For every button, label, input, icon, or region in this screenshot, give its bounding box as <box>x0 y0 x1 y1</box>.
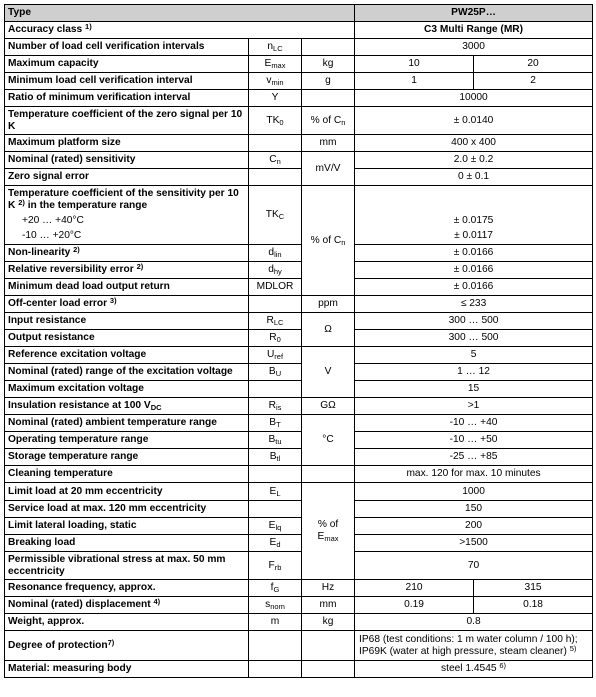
row-label: Nominal (rated) sensitivity <box>5 152 249 169</box>
value: 1 … 12 <box>355 364 593 381</box>
value-variant-2: 0.18 <box>474 597 593 614</box>
value: -10 … +40 <box>355 415 593 432</box>
unit: Ω <box>302 313 355 347</box>
symbol: $E_{lq}$ <box>249 518 302 535</box>
symbol <box>249 135 302 152</box>
row-protection <box>5 631 593 661</box>
unit: °C <box>302 415 355 466</box>
row-label: Reference excitation voltage <box>5 347 249 364</box>
symbol <box>249 466 302 483</box>
value-variant-1: 210 <box>355 580 474 597</box>
row-accuracy-class <box>5 22 593 39</box>
value: 200 <box>355 518 593 535</box>
symbol: $s_{nom}$ <box>249 597 302 614</box>
value: -25 … +85 <box>355 449 593 466</box>
symbol: m <box>249 614 302 631</box>
value: ± 0.0166 <box>355 279 593 296</box>
row-label: Nominal (rated) ambient temperature range <box>5 415 249 432</box>
value: 5 <box>355 347 593 364</box>
unit: V <box>302 347 355 398</box>
unit: % of $C_n$ <box>302 107 355 135</box>
value: 2.0 ± 0.2 <box>355 152 593 169</box>
value-variant-1: 1 <box>355 73 474 90</box>
symbol: $f_G$ <box>249 580 302 597</box>
protection-line-2: IP69K (water at high pressure, steam cleaner) $^{5)}$ <box>359 643 577 657</box>
row-non-linearity <box>5 245 593 262</box>
unit <box>302 466 355 483</box>
symbol: $TK_0$ <box>249 107 302 135</box>
row-off-center-error <box>5 296 593 313</box>
symbol: $TK_C$ <box>249 186 302 245</box>
row-label: Ratio of minimum verification interval <box>5 90 249 107</box>
row-breaking-load <box>5 535 593 552</box>
row-label: Temperature coefficient of the sensitivity per 10 K $^{2)}$ in the temperature range +20 … +40°C -10 … +20°C <box>5 186 249 245</box>
row-label: Nominal (rated) range of the excitation voltage <box>5 364 249 381</box>
value: -10 … +50 <box>355 432 593 449</box>
row-limit-load <box>5 483 593 501</box>
value-variant-2: 315 <box>474 580 593 597</box>
value: >1 <box>355 398 593 415</box>
unit: GΩ <box>302 398 355 415</box>
header-label: Type <box>5 5 355 22</box>
row-lateral-loading <box>5 518 593 535</box>
value: max. 120 for max. 10 minutes <box>355 466 593 483</box>
header-type-value: PW25P… <box>355 5 593 22</box>
row-displacement <box>5 597 593 614</box>
unit: ppm <box>302 296 355 313</box>
row-sensitivity <box>5 152 593 169</box>
row-output-resistance <box>5 330 593 347</box>
symbol: $E_L$ <box>249 483 302 501</box>
value: >1500 <box>355 535 593 552</box>
symbol <box>249 169 302 186</box>
symbol <box>249 631 302 661</box>
unit: mm <box>302 597 355 614</box>
row-input-resistance <box>5 313 593 330</box>
symbol: $d_{hy}$ <box>249 262 302 279</box>
value: 3000 <box>355 39 593 56</box>
row-label: Resonance frequency, approx. <box>5 580 249 597</box>
row-n-lc <box>5 39 593 56</box>
row-label: Degree of protection$^{7)}$ <box>5 631 249 661</box>
tkc-value-1: ± 0.0175 <box>453 215 494 226</box>
unit <box>302 661 355 678</box>
value-variant-1: 0.19 <box>355 597 474 614</box>
row-label: Limit load at 20 mm eccentricity <box>5 483 249 501</box>
row-label: Cleaning temperature <box>5 466 249 483</box>
unit: % of $C_n$ <box>302 186 355 296</box>
row-label: Service load at max. 120 mm eccentricity <box>5 501 249 518</box>
value: 0 ± 0.1 <box>355 169 593 186</box>
row-label: Accuracy class $^{1)}$ <box>5 22 355 39</box>
row-label: Non-linearity $^{2)}$ <box>5 245 249 262</box>
unit: kg <box>302 614 355 631</box>
value: ± 0.0166 <box>355 245 593 262</box>
symbol: $R_0$ <box>249 330 302 347</box>
row-zero-signal-error <box>5 169 593 186</box>
value: ± 0.0140 <box>355 107 593 135</box>
unit: kg <box>302 56 355 73</box>
symbol: Y <box>249 90 302 107</box>
symbol: $F_{rb}$ <box>249 552 302 580</box>
row-label: Operating temperature range <box>5 432 249 449</box>
unit: mV/V <box>302 152 355 186</box>
symbol: $E_d$ <box>249 535 302 552</box>
row-label: Weight, approx. <box>5 614 249 631</box>
value: ≤ 233 <box>355 296 593 313</box>
row-y-ratio <box>5 90 593 107</box>
symbol: $n_{LC}$ <box>249 39 302 56</box>
unit <box>302 631 355 661</box>
symbol <box>249 381 302 398</box>
value: 150 <box>355 501 593 518</box>
value: steel 1.4545 $^{6)}$ <box>355 661 593 678</box>
symbol: $C_n$ <box>249 152 302 169</box>
row-label: Number of load cell verification intervals <box>5 39 249 56</box>
row-material <box>5 661 593 678</box>
symbol <box>249 296 302 313</box>
header-row <box>5 5 593 22</box>
row-reference-excitation <box>5 347 593 364</box>
value: ± 0.0166 <box>355 262 593 279</box>
symbol: $E_{max}$ <box>249 56 302 73</box>
row-label: Relative reversibility error $^{2)}$ <box>5 262 249 279</box>
row-reversibility-error <box>5 262 593 279</box>
unit <box>302 90 355 107</box>
row-label: Maximum platform size <box>5 135 249 152</box>
unit: g <box>302 73 355 90</box>
row-weight <box>5 614 593 631</box>
symbol: $U_{ref}$ <box>249 347 302 364</box>
row-label: Limit lateral loading, static <box>5 518 249 535</box>
temp-range-2: -10 … +20°C <box>22 230 82 241</box>
symbol: $B_T$ <box>249 415 302 432</box>
symbol: $R_{LC}$ <box>249 313 302 330</box>
row-ambient-temperature <box>5 415 593 432</box>
row-label: Temperature coefficient of the zero signal per 10 K <box>5 107 249 135</box>
row-excitation-range <box>5 364 593 381</box>
value: 400 x 400 <box>355 135 593 152</box>
accuracy-class-value: C3 Multi Range (MR) <box>355 22 593 39</box>
temp-range-1: +20 … +40°C <box>22 215 84 226</box>
row-label: Off-center load error $^{3)}$ <box>5 296 249 313</box>
unit <box>302 39 355 56</box>
row-tkc <box>5 186 593 245</box>
row-service-load <box>5 501 593 518</box>
row-storage-temperature <box>5 449 593 466</box>
value-variant-2: 20 <box>474 56 593 73</box>
row-mdlor <box>5 279 593 296</box>
value <box>355 631 593 661</box>
row-label: Storage temperature range <box>5 449 249 466</box>
symbol: $B_U$ <box>249 364 302 381</box>
symbol: $d_{lin}$ <box>249 245 302 262</box>
row-insulation-resistance <box>5 398 593 415</box>
row-label: Breaking load <box>5 535 249 552</box>
value-variant-2: 2 <box>474 73 593 90</box>
row-label: Maximum excitation voltage <box>5 381 249 398</box>
unit: Hz <box>302 580 355 597</box>
row-cleaning-temperature <box>5 466 593 483</box>
row-label: Output resistance <box>5 330 249 347</box>
row-label: Zero signal error <box>5 169 249 186</box>
row-max-excitation <box>5 381 593 398</box>
value: 10000 <box>355 90 593 107</box>
symbol: $B_{tu}$ <box>249 432 302 449</box>
row-label: Insulation resistance at 100 $V_{DC}$ <box>5 398 249 415</box>
protection-line-1: IP68 (test conditions: 1 m water column / 100 h); <box>359 633 578 645</box>
value: 1000 <box>355 483 593 501</box>
symbol: $v_{min}$ <box>249 73 302 90</box>
specification-table <box>4 4 593 678</box>
value-variant-1: 10 <box>355 56 474 73</box>
value: 70 <box>355 552 593 580</box>
symbol: $B_{tl}$ <box>249 449 302 466</box>
row-operating-temperature <box>5 432 593 449</box>
row-label: Nominal (rated) displacement $^{4)}$ <box>5 597 249 614</box>
value: 300 … 500 <box>355 330 593 347</box>
row-vibrational-stress <box>5 552 593 580</box>
row-max-capacity <box>5 56 593 73</box>
row-platform-size <box>5 135 593 152</box>
value: 15 <box>355 381 593 398</box>
value: 0.8 <box>355 614 593 631</box>
row-v-min <box>5 73 593 90</box>
row-resonance-frequency <box>5 580 593 597</box>
tkc-value-2: ± 0.0117 <box>454 230 493 241</box>
value <box>355 186 593 245</box>
row-label: Minimum dead load output return <box>5 279 249 296</box>
symbol <box>249 501 302 518</box>
row-label: Permissible vibrational stress at max. 50 mm eccentricity <box>5 552 249 580</box>
unit: % of $E_{max}$ <box>302 483 355 580</box>
symbol: MDLOR <box>249 279 302 296</box>
row-tk0 <box>5 107 593 135</box>
unit: mm <box>302 135 355 152</box>
row-label: Input resistance <box>5 313 249 330</box>
row-label: Maximum capacity <box>5 56 249 73</box>
symbol: $R_{is}$ <box>249 398 302 415</box>
value: 300 … 500 <box>355 313 593 330</box>
row-label: Minimum load cell verification interval <box>5 73 249 90</box>
symbol <box>249 661 302 678</box>
row-label: Material: measuring body <box>5 661 249 678</box>
